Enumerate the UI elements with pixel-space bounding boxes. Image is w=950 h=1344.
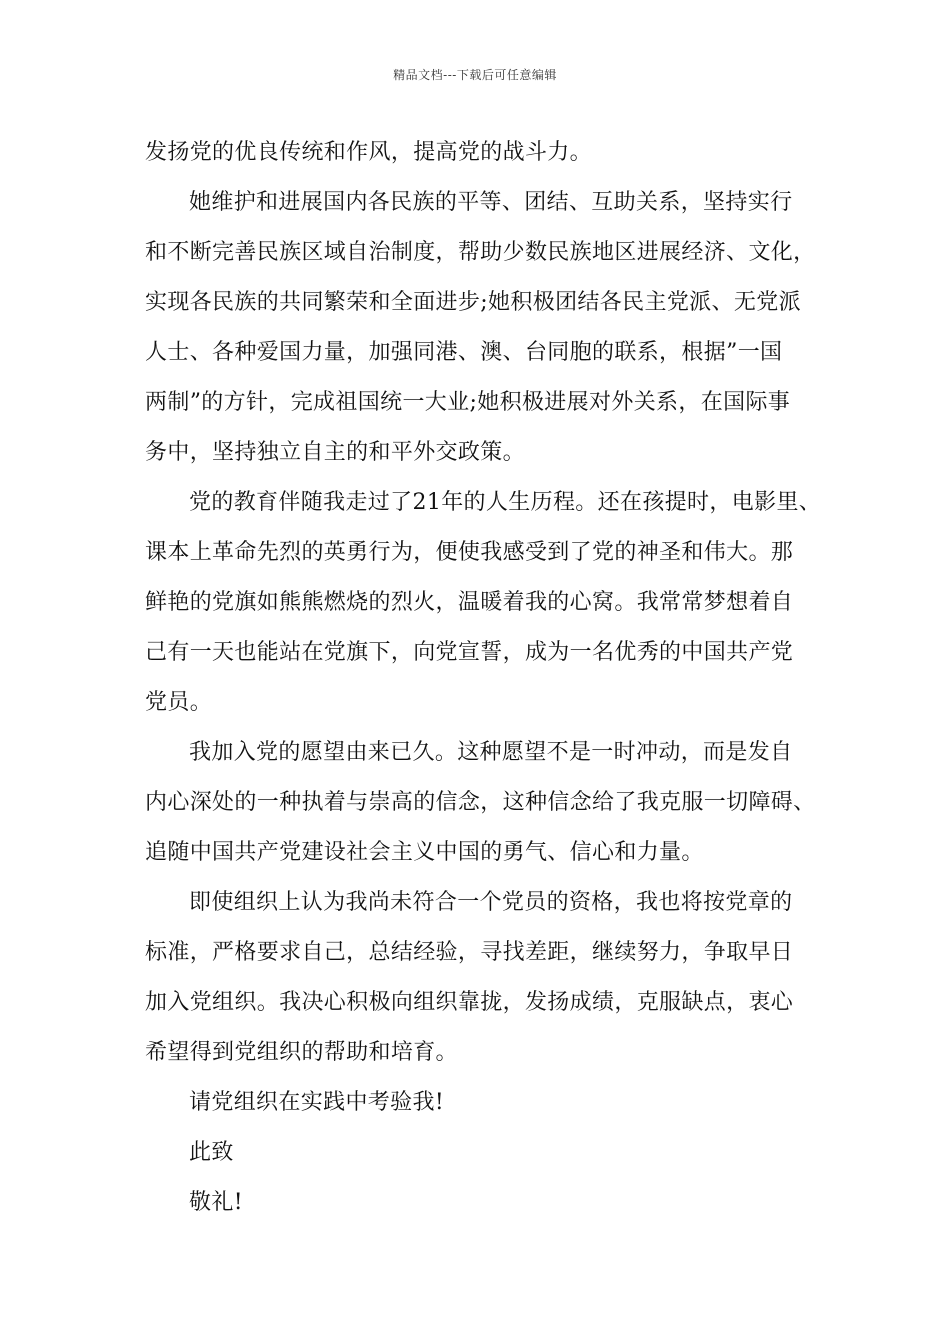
document-body <box>145 128 835 1228</box>
closing-salutation: 此致 <box>189 1140 234 1165</box>
text-line: 务中，坚持独立自主的和平外交政策。 <box>145 440 525 465</box>
text-line: 我加入党的愿望由来已久。这种愿望不是一时冲动，而是发自 <box>189 740 793 765</box>
text-line: 发扬党的优良传统和作风，提高党的战斗力。 <box>145 140 593 165</box>
text-line: 和不断完善民族区域自治制度，帮助少数民族地区进展经济、文化， <box>145 240 816 265</box>
text-line: 请党组织在实践中考验我! <box>189 1090 445 1115</box>
text-line: 希望得到党组织的帮助和培育。 <box>145 1040 458 1065</box>
text-line: 加入党组织。我决心积极向组织靠拢，发扬成绩，克服缺点，衷心 <box>145 990 794 1015</box>
text-line: 实现各民族的共同繁荣和全面进步;她积极团结各民主党派、无党派 <box>145 290 801 315</box>
text-line: 内心深处的一种执着与崇高的信念，这种信念给了我克服一切障碍、 <box>145 790 816 815</box>
text-line: 课本上革命先烈的英勇行为，便使我感受到了党的神圣和伟大。那 <box>145 540 794 565</box>
text-line: 追随中国共产党建设社会主义中国的勇气、信心和力量。 <box>145 840 704 865</box>
text-line: 己有一天也能站在党旗下，向党宣誓，成为一名优秀的中国共产党 <box>145 640 794 665</box>
text-line: 党员。 <box>145 690 213 715</box>
text-line: 党的教育伴随我走过了21年的人生历程。还在孩提时，电影里、 <box>189 490 822 515</box>
text-line: 她维护和进展国内各民族的平等、团结、互助关系，坚持实行 <box>189 190 793 215</box>
text-line: 即使组织上认为我尚未符合一个党员的资格，我也将按党章的 <box>189 890 793 915</box>
page-header: 精品文档---下载后可任意编辑 <box>393 68 557 82</box>
text-line: 标准，严格要求自己，总结经验，寻找差距，继续努力，争取早日 <box>145 940 794 965</box>
text-line: 鲜艳的党旗如熊熊燃烧的烈火，温暖着我的心窝。我常常梦想着自 <box>145 590 794 615</box>
closing-regards: 敬礼! <box>189 1190 243 1215</box>
text-line: 人士、各种爱国力量，加强同港、澳、台同胞的联系，根据”一国 <box>145 340 783 365</box>
text-line: 两制”的方针，完成祖国统一大业;她积极进展对外关系，在国际事 <box>145 390 791 415</box>
